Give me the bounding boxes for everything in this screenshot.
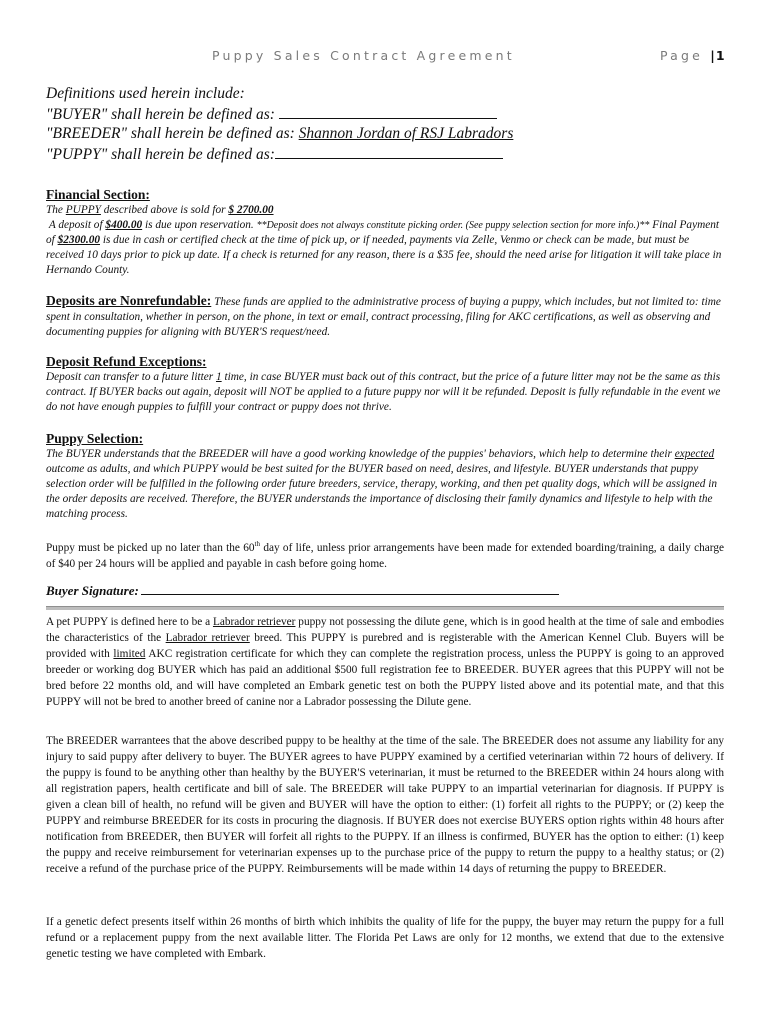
deposits-text: These funds are applied to the administrative process of buying a puppy, which includes, but not limited to: time spent in consultation, whether in person, on the phone, in text or email, contract processing, filing for AKC certifications, as well as observing and documenting puppies for aligning with BUYER'S request/need. <box>46 296 721 338</box>
pickup-paragraph <box>46 536 724 572</box>
page-number-value: 1 <box>715 48 726 63</box>
buyer-signature-line[interactable] <box>141 583 559 595</box>
transfer-count: 1 <box>215 371 222 383</box>
financial-section <box>46 187 724 278</box>
definitions-section <box>46 84 513 164</box>
para1-text-3: breed. This PUPPY is purebred and is registerable with the American Kennel Club. Buyers will be provided with <box>46 632 724 660</box>
financial-text <box>46 203 724 278</box>
financial-text-2: described above is sold for <box>103 204 226 216</box>
section-divider <box>46 606 724 610</box>
page-label: Page <box>660 48 704 63</box>
refund-text-2: time, in case BUYER must back out of this contract, but the price of a future litter may not be the same as this contract. If BUYER backs out again, deposit will NOT be applied to a future puppy nor will it be refunded. Deposit is fully refundable in the event we do not have enough puppies to fulfill your contract or puppy does not thrive. <box>46 371 721 413</box>
financial-text-4: is due upon reservation. <box>144 219 254 231</box>
header-title: Puppy Sales Contract Agreement <box>212 48 515 63</box>
refund-heading: Deposit Refund Exceptions: <box>46 354 207 369</box>
pickup-text-1: Puppy must be picked up no later than the 60 <box>46 541 255 554</box>
financial-text-3: A deposit of <box>48 219 103 231</box>
signature-section <box>46 582 724 600</box>
buyer-definition <box>46 104 513 125</box>
refund-text-1: Deposit can transfer to a future litter <box>46 371 214 383</box>
deposit-note: **Deposit does not always constitute picking order. (See puppy selection section for more info.)** <box>256 220 650 231</box>
breeder-definition <box>46 124 513 144</box>
financial-text-5: Final Payment of <box>46 219 720 246</box>
para1-text-4: AKC registration certificate for which they can complete the registration process, unless the PUPPY is going to an approved breeder or working dog BUYER which has paid an additional $500 full registration fee to BREEDER. BUYER agrees that this PUPPY will not be bred before 22 months old, and will have completed an Embark genetic test on both the PUPPY listed above and its potential mate, and that this PUPPY will not be bred to another breed of canine nor a Labrador possessing the Dilute gene. <box>46 648 724 708</box>
genetic-defect-paragraph: If a genetic defect presents itself within 26 months of birth which inhibits the quality of life for the puppy, the buyer may return the puppy for a full refund or a replacement puppy from the next available litter. The Florida Pet Laws are only for 12 months, we extend that due to the extensive genetic testing we have completed with Embark. <box>46 916 724 960</box>
definitions-intro: Definitions used herein include: <box>46 85 245 102</box>
financial-puppy: PUPPY <box>65 204 101 216</box>
financial-heading: Financial Section: <box>46 187 150 202</box>
para1-breed-1: Labrador retriever <box>212 616 296 628</box>
puppy-definition-label: "PUPPY" shall herein be defined as: <box>46 145 275 163</box>
refund-text <box>46 370 724 415</box>
expected-word: expected <box>674 448 715 460</box>
sale-price: $ 2700.00 <box>228 204 274 216</box>
selection-text-1: The BUYER understands that the BREEDER will have a good working knowledge of the puppies' behaviors, which help to determine their <box>46 448 672 460</box>
selection-heading: Puppy Selection: <box>46 431 144 446</box>
deposits-heading: Deposits are Nonrefundable: <box>46 293 212 308</box>
para1-limited: limited <box>113 648 146 660</box>
page-separator: | <box>710 48 716 63</box>
final-payment-amount: $2300.00 <box>57 234 100 246</box>
page-number <box>660 48 726 63</box>
para1-breed-2: Labrador retriever <box>165 632 250 644</box>
deposit-amount: $400.00 <box>105 219 143 231</box>
refund-section <box>46 354 724 415</box>
deposits-section <box>46 293 724 340</box>
breeder-name: Shannon Jordan of RSJ Labradors <box>298 125 514 142</box>
puppy-definition <box>46 144 513 165</box>
pet-puppy-paragraph <box>46 614 724 710</box>
warranty-paragraph: The BREEDER warrantees that the above described puppy to be healthy at the time of the sale. The BREEDER does not assume any liability for any injury to said puppy after delivery to buyer. The BUYER agrees to have PUPPY examined by a certified veterinarian within 72 hours of delivery. If the puppy is found to be anything other than healthy by the BUYER'S veterinarian, it must be returned to the BREEDER within 24 hours along with all registration papers, health certificate and bill of sale. The BREEDER will take PUPPY to an impartial veterinarian for diagnosis. If PUPPY is given a clean bill of health, no refund will be given and BUYER will have the option to either: (1) forfeit all rights to the PUPPY; or (2) keep the PUPPY and reimburse BREEDER for its costs in procuring the diagnosis. If BUYER does not exercise BUYERS option rights within 48 hours after notification from BREEDER, then BUYER will forfeit all rights to the PUPPY. If an illness is confirmed, BUYER has the option to either: (1) keep the puppy and receive reimbursement for veterinarian expenses up to the purchase price of the puppy to return the puppy to a healthy status; or (2) receive a refund of the purchase price of the PUPPY. Reimbursements will be made within 14 days of returning the puppy to BREEDER. <box>46 735 724 875</box>
selection-text <box>46 447 724 522</box>
financial-text-6: is due in cash or certified check at the time of pick up, or if needed, payments via Zelle, Venmo or check can be made, but must be received 10 days prior to pick up date. If a check is returned for any reason, there is a $35 fee, should the need arise for litigation it will take place in Hernando County. <box>46 234 722 276</box>
buyer-definition-label: "BUYER" shall herein be defined as: <box>46 105 275 123</box>
selection-text-2: outcome as adults, and which PUPPY would be best suited for the BUYER based on need, desires, and lifestyle. BUYER understands that puppy selection order will be fulfilled in the following order future breeders, service, therapy, working, and then pet quality dogs, which will be assigned in the order deposits are received. Therefore, the BUYER understands the importance of disclosing their family dynamics and lifestyle to help with the matching process. <box>46 463 718 520</box>
selection-section <box>46 431 724 522</box>
buyer-signature-label: Buyer Signature: <box>46 583 139 598</box>
para1-text-1: A pet PUPPY is defined here to be a <box>46 616 211 628</box>
page-header <box>0 48 770 68</box>
para1-text-2: puppy not possessing the dilute gene, which is in good health at the time of sale and embodies the characteristics of the <box>46 616 724 644</box>
pickup-text-2: day of life, unless prior arrangements have been made for extended boarding/training, a daily charge of $40 per 24 hours will be applied and payable in cash before going home. <box>46 541 724 570</box>
financial-text-1: The <box>46 204 63 216</box>
buyer-blank <box>279 104 497 119</box>
puppy-blank <box>275 144 503 159</box>
pickup-superscript: th <box>254 540 260 548</box>
breeder-definition-label: "BREEDER" shall herein be defined as: <box>46 125 295 142</box>
